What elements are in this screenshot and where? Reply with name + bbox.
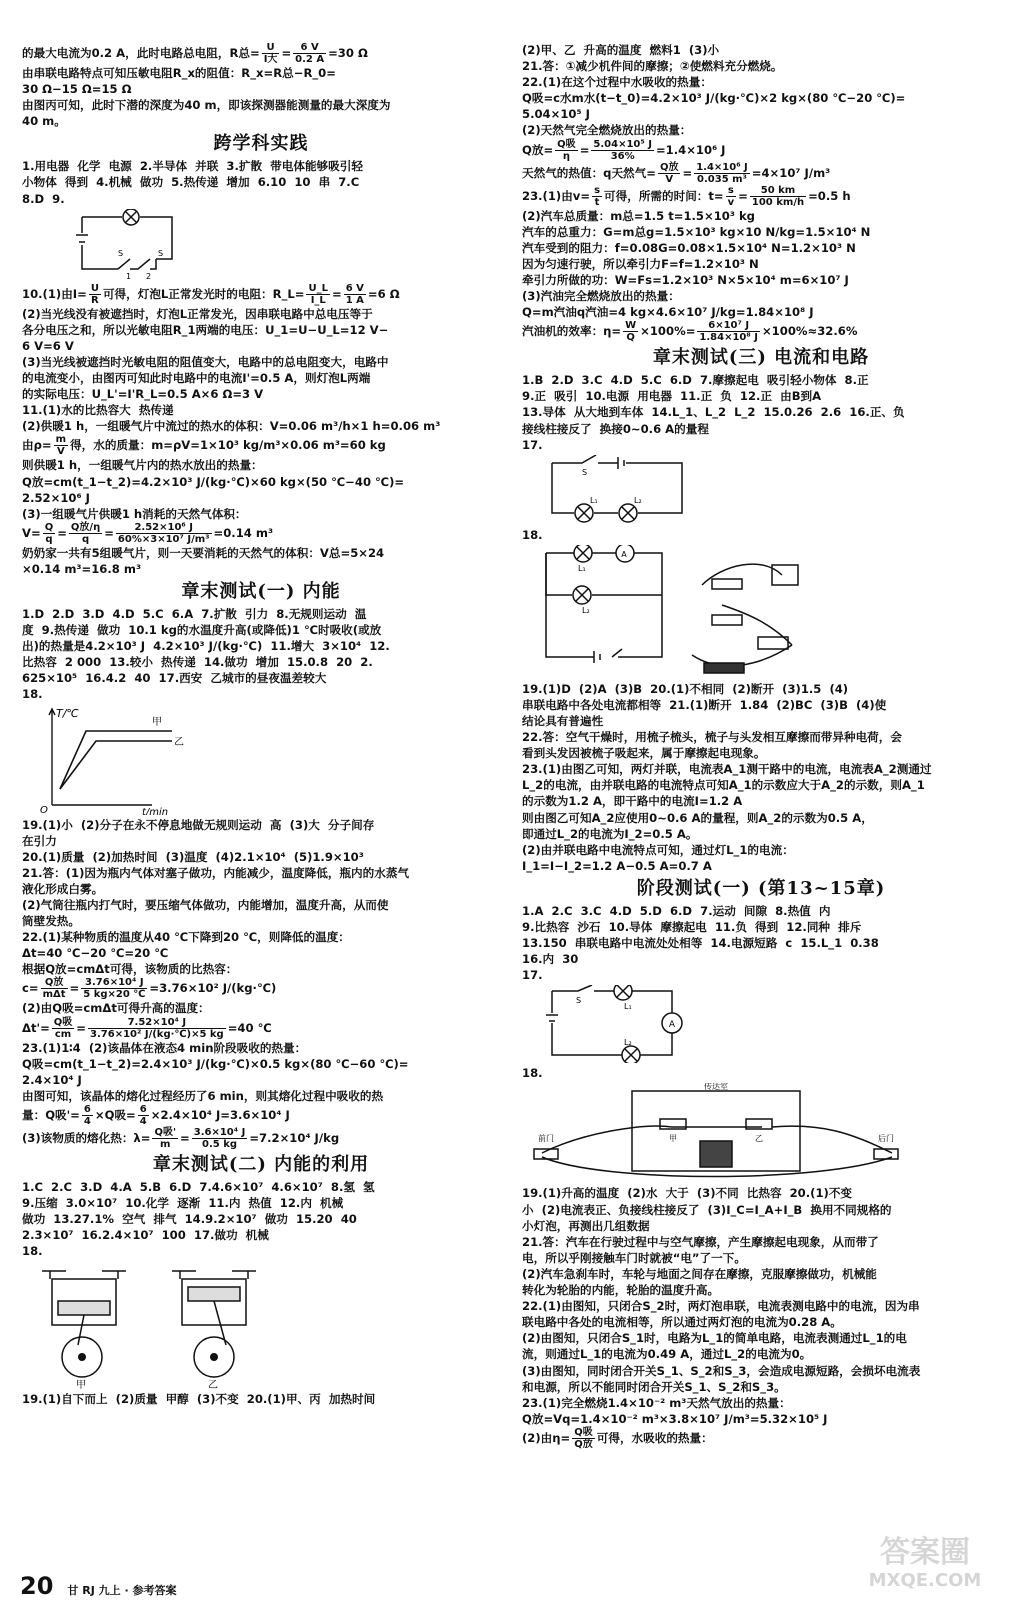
text-line: 17. — [522, 968, 543, 983]
label-back-door: 后门 — [878, 1134, 894, 1144]
text-line: 1.B 2.D 3.C 4.D 5.C 6.D 7.摩擦起电 吸引轻小物体 8.正 — [522, 373, 869, 388]
text-line: 8.D 9. — [22, 191, 65, 206]
text-line: 做功 13.27.1% 空气 排气 14.9.2×10⁷ 做功 15.20 40 — [22, 1212, 357, 1227]
svg-text:L₁: L₁ — [590, 495, 598, 505]
text-line: 18. — [522, 1066, 543, 1081]
label-room: 传达室 — [704, 1083, 728, 1092]
text-line: 汽油机的效率：η= $\frac{W}{Q}$ ×100%= $\frac{\text{6×10⁷ J}}{\text{1.84×10⁸ J}}$ ×100%≈32.6% — [522, 320, 858, 344]
text-line: 串联电路中各处电流都相等 21.(1)断开 1.84 (2)BC (3)B (4)使 — [522, 697, 887, 712]
doorbell-circuit-diagram — [522, 1083, 922, 1183]
text-line: 23.(1)由v= $\frac{s}{t}$ 可得，所需的时间：t= $\frac{s}{v}$ = $\frac{50 km}{100 km/h}$ =0.5 h — [522, 184, 851, 208]
svg-text:1: 1 — [126, 271, 132, 281]
text-line: 接线柱接反了 换接0~0.6 A的量程 — [522, 421, 709, 436]
text-line: (2)天然气完全燃烧放出的热量： — [522, 123, 692, 138]
svg-text:L₂: L₂ — [624, 1038, 632, 1048]
text-line: 21.答：①减少机件间的摩擦；②使燃料充分燃烧。 — [522, 59, 783, 74]
text-line: 量：Q吸'= $\frac{6}{4}$ ×Q吸= $\frac{6}{4}$ ×2.4×10⁴ J=3.6×10⁴ J — [22, 1103, 290, 1127]
label-bell-yi: 乙 — [755, 1134, 763, 1144]
text-line: 2.4×10⁴ J — [22, 1072, 82, 1087]
text-line: 由串联电路特点可知压敏电阻R_x的阻值：R_x=R总−R_0= — [22, 66, 336, 80]
text-line: 17. — [522, 437, 543, 452]
text-line: c= $\frac{\text{Q放}}{\text{mΔt}}$ = $\frac{\text{3.76×10⁴ J}}{5 kg\times 20 ℃}$ =3.76×10² J/(kg·℃) — [22, 977, 277, 1001]
text-line: 2.3×10⁷ 16.2.4×10⁷ 100 17.做功 机械 — [22, 1228, 269, 1243]
text-line: 20.(1)质量 (2)加热时间 (3)温度 (4)2.1×10⁴ (5)1.9×10³ — [22, 849, 364, 864]
text-line: 的实际电压：U_L'=I'R_L=0.5 A×6 Ω=3 V — [22, 387, 264, 402]
text-line: 由图可知，该晶体的熔化过程经历了6 min，则其熔化过程中吸收的热 — [22, 1088, 384, 1103]
text-line: 由ρ= $\frac{m}{V}$ 得，水的质量：m=ρV=1×10³ kg/m³×0.06 m³=60 kg — [22, 434, 386, 458]
text-line: 23.(1)1∶4 (2)该晶体在液态4 min阶段吸收的热量： — [22, 1040, 307, 1055]
text-line: Q放= $\frac{\text{Q吸}}{\eta}$ = $\frac{\text{5.04×10⁵ J}}{36\%}$ =1.4×10⁶ J — [522, 138, 726, 162]
svg-text:S: S — [118, 248, 124, 258]
text-line: 比热容 2 000 13.较小 热传递 14.做功 增加 15.0.8 20 2. — [22, 655, 373, 670]
text-line: V= $\frac{Q}{q}$ = $\frac{\text{Q放/η}}{q}$ = $\frac{\text{2.52×10⁶ J}}{\text{60\%×3×10⁷ J/m³}}$ =0.14 m³ — [22, 521, 274, 545]
text-line: 和电源，所以不能同时闭合开关S_1、S_2和S_3。 — [522, 1379, 786, 1394]
watermark-url: MXQE.COM — [868, 1570, 982, 1591]
text-line: (2)甲、乙 升高的温度 燃料1 (3)小 — [522, 43, 720, 57]
text-line: 小物体 得到 4.机械 做功 5.热传递 增加 6.10 10 串 7.C — [22, 175, 360, 190]
text-line: 汽车的总重力：G=m总g=1.5×10³ kg×10 N/kg=1.5×10⁴ N — [522, 224, 871, 239]
text-line: Q放=Vq=1.4×10⁻² m³×3.8×10⁷ J/m³=5.32×10⁵ J — [522, 1411, 828, 1426]
text-line: (2)当光线没有被遮挡时，灯泡L正常发光，因串联电路中总电压等于 — [22, 306, 373, 321]
circuit-diagram-17 — [522, 455, 722, 525]
text-line: 19.(1)小 (2)分子在永不停息地做无规则运动 高 (3)大 分子间存 — [22, 817, 375, 832]
text-line: (2)由图知，只闭合S_1时，电路为L_1的简单电路，电流表测通过L_1的电 — [522, 1331, 907, 1346]
text-line: 则供暖1 h，一组暖气片内的热水放出的热量： — [22, 458, 263, 473]
text-line: Q吸=cm(t_1−t_2)=2.4×10³ J/(kg·℃)×0.5 kg×(80 ℃−60 ℃)= — [22, 1056, 409, 1071]
text-line: 6 V=6 V — [22, 338, 74, 353]
text-line: 1.用电器 化学 电源 2.半导体 并联 3.扩散 带电体能够吸引轻 — [22, 159, 363, 174]
graph-series-yi: 乙 — [174, 736, 184, 748]
text-line: (2)由η= $\frac{\text{Q吸}}{\text{Q放}}$ 可得，水吸收的热量： — [522, 1426, 713, 1450]
svg-text:S: S — [582, 467, 588, 477]
text-line: 的电流变小，由图丙可知此时电路中的电流I'=0.5 A，则灯泡L两端 — [22, 371, 371, 386]
text-line: 出)的热量是4.2×10³ J 4.2×10³ J/(kg·℃) 11.增大 3×10⁴ 12. — [22, 639, 390, 654]
section-title: 阶段测试(一) (第13~15章) — [636, 877, 886, 899]
svg-text:L₂: L₂ — [582, 605, 590, 615]
text-line: 转化为轮胎的内能，轮胎的温度升高。 — [522, 1283, 720, 1298]
text-line: 联电路中各处的电流相等，所以通过两灯泡的电流为0.28 A。 — [522, 1315, 842, 1330]
right-column — [522, 42, 1000, 1450]
section-title: 跨学科实践 — [213, 133, 309, 155]
text-line: 9.比热容 沙石 10.导体 摩擦起电 11.负 得到 12.同种 排斥 — [522, 920, 862, 934]
text-line: 1.C 2.C 3.D 4.A 5.B 6.D 7.4.6×10⁷ 4.6×10⁷ 8.氢 氢 — [22, 1179, 375, 1194]
text-line: (2)汽车总质量：m总=1.5 t=1.5×10³ kg — [522, 208, 755, 223]
text-line: 9.正 吸引 10.电源 用电器 11.正 负 12.正 由B到A — [522, 389, 822, 404]
watermark-logo-icon — [840, 1528, 1010, 1592]
text-line: Q吸=c水m水(t−t_0)=4.2×10³ J/(kg·℃)×2 kg×(80 ℃−20 ℃)= — [522, 91, 906, 106]
text-line: 奶奶家一共有5组暖气片，则一天要消耗的天然气的体积：V总=5×24 — [22, 545, 385, 560]
text-line: (2)由Q吸=cmΔt可得升高的温度： — [22, 1001, 210, 1016]
text-line: 22.(1)某种物质的温度从40 ℃下降到20 ℃，则降低的温度： — [22, 930, 350, 945]
text-line: 在引力 — [22, 833, 57, 848]
svg-text:2: 2 — [146, 271, 152, 281]
text-line: 小 (2)电流表正、负接线柱接反了 (3)I_C=I_A+I_B 换用不同规格的 — [522, 1202, 892, 1217]
watermark-text: 答案圈 — [880, 1535, 970, 1570]
text-line: 1.D 2.D 3.D 4.D 5.C 6.A 7.扩散 引力 8.无规则运动 温 — [22, 606, 367, 621]
text-line: 21.答：汽车在行驶过程中与空气摩擦，产生摩擦起电现象，从而带了 — [522, 1234, 879, 1249]
engine-label-yi: 乙 — [208, 1380, 218, 1390]
text-line: Δt'= $\frac{\text{Q吸}}{cm}$ = $\frac{\text{7.52×10⁴ J}}{\text{3.76×10² J/(kg·℃)×5 kg}}$ =40 ℃ — [22, 1016, 272, 1040]
text-line: 23.(1)完全燃烧1.4×10⁻² m³天然气放出的热量： — [522, 1395, 791, 1410]
footer-text: 甘 RJ 九上 · 参考答案 — [67, 1584, 177, 1597]
text-line: Q放=cm(t_1−t_2)=4.2×10³ J/(kg·℃)×60 kg×(50 ℃−40 ℃)= — [22, 474, 405, 489]
text-line: Δt=40 ℃−20 ℃=20 ℃ — [22, 946, 169, 961]
text-line: 22.答：空气干燥时，用梳子梳头，梳子与头发相互摩擦而带异种电荷，会 — [522, 730, 902, 745]
text-line: 11.(1)水的比热容大 热传递 — [22, 403, 174, 418]
text-line: 13.导体 从大地到车体 14.L_1、L_2 L_2 15.0.26 2.6 16.正、负 — [522, 405, 905, 420]
text-line: ×0.14 m³=16.8 m³ — [22, 561, 142, 576]
svg-text:A: A — [668, 1020, 676, 1031]
text-line: (2)供暖1 h，一组暖气片中流过的热水的体积：V=0.06 m³/h×1 h=0.06 m³ — [22, 419, 441, 434]
text-line: 液化形成白雾。 — [22, 881, 104, 896]
text-line: 19.(1)D (2)A (3)B 20.(1)不相同 (2)断开 (3)1.5 (4) — [522, 681, 849, 696]
circuit-diagram-18 — [522, 545, 822, 679]
text-line: 流，则通过L_1的电流为0.49 A，通过L_2的电流为0。 — [522, 1347, 812, 1362]
text-line: (2)由并联电路中电流特点可知，通过灯L_1的电流： — [522, 842, 794, 857]
text-line: 13.150 串联电路中电流处处相等 14.电源短路 c 15.L_1 0.38 — [522, 936, 879, 951]
text-line: 18. — [22, 687, 43, 702]
text-line: 即通过L_2的电流为I_2=0.5 A。 — [522, 826, 698, 841]
text-line: 筒壁发热。 — [22, 914, 80, 929]
text-line: 电，所以乎刚接触车门时就被“电”了一下。 — [522, 1250, 746, 1265]
svg-text:L₁: L₁ — [578, 563, 586, 573]
text-line: 10.(1)由I= $\frac{U}{R}$ 可得，灯泡L正常发光时的电阻：R_L= $\frac{U\_L}{I\_L}$ = $\frac{6 V}{1 A}$ =6 Ω — [22, 282, 400, 306]
graph-origin: O — [40, 804, 48, 815]
graph-series-jia: 甲 — [152, 716, 162, 728]
text-line: (3)汽油完全燃烧放出的热量： — [522, 289, 680, 304]
text-line: 21.答：(1)因为瓶内气体对塞子做功，内能减少，温度降低，瓶内的水蒸气 — [22, 865, 410, 880]
graph-y-label: T/℃ — [56, 706, 79, 720]
text-line: 625×10⁵ 16.4.2 40 17.西安 乙城市的昼夜温差较大 — [22, 671, 327, 686]
text-line: 小灯泡，再测出几组数据 — [522, 1218, 650, 1233]
svg-text:S: S — [158, 248, 164, 258]
svg-text:A: A — [621, 549, 627, 559]
text-line: 18. — [22, 1244, 43, 1259]
text-line: 根据Q放=cmΔt可得，该物质的比热容： — [22, 962, 238, 977]
text-line: 的最大电流为0.2 A，此时电路总电阻，R总= $\frac{U}{\text{I大}}$ = $\frac{6 V}{0.2 A}$ =30 Ω — [22, 42, 368, 65]
text-line: 9.压缩 3.0×10⁷ 10.化学 逐渐 11.内 热值 12.内 机械 — [22, 1196, 344, 1211]
temperature-time-graph — [22, 705, 222, 815]
section-title: 章末测试(一) 内能 — [181, 580, 341, 602]
text-line: 看到头发因被梳子吸起来，属于摩擦起电现象。 — [522, 746, 766, 761]
engine-stroke-diagram — [22, 1261, 282, 1389]
text-line: 2.52×10⁶ J — [22, 490, 90, 505]
text-line: L_2的电流，由并联电路的电流特点可知A_1的示数应大于A_2的示数，则A_1 — [522, 778, 925, 793]
text-line: 16.内 30 — [522, 952, 579, 967]
circuit-diagram-9 — [22, 209, 202, 281]
text-line: (3)一组暖气片供暖1 h消耗的天然气体积： — [22, 506, 247, 521]
label-front-door: 前门 — [538, 1134, 554, 1144]
text-line: 天然气的热值：q天然气= $\frac{\text{Q放}}{V}$ = $\frac{\text{1.4×10⁶ J}}{\text{0.035 m³}}$ =4×10⁷ J/m³ — [522, 161, 831, 185]
engine-label-jia: 甲 — [76, 1380, 86, 1390]
text-line: 1.A 2.C 3.C 4.D 5.D 6.D 7.运动 间隙 8.热值 内 — [522, 903, 831, 918]
page-footer — [20, 1572, 176, 1600]
page-number: 20 — [20, 1572, 54, 1600]
text-line: (3)当光线被遮挡时光敏电阻的阻值变大，电路中的总电阻变大，电路中 — [22, 354, 389, 369]
text-line: 30 Ω−15 Ω=15 Ω — [22, 82, 132, 97]
svg-text:L₂: L₂ — [634, 495, 642, 505]
svg-text:L₁: L₁ — [624, 1002, 632, 1012]
label-bell-jia: 甲 — [669, 1134, 677, 1144]
left-column — [22, 42, 500, 1408]
text-line: 18. — [522, 527, 543, 542]
text-line: 40 m。 — [22, 114, 66, 129]
text-line: 度 9.热传递 做功 10.1 kg的水温度升高(或降低)1 ℃时吸收(或放 — [22, 623, 382, 638]
text-line: 19.(1)升高的温度 (2)水 大于 (3)不同 比热容 20.(1)不变 — [522, 1186, 853, 1201]
text-line: I_1=I−I_2=1.2 A−0.5 A=0.7 A — [522, 858, 712, 873]
text-line: 5.04×10⁵ J — [522, 107, 590, 122]
text-line: 各分电压之和，所以光敏电阻R_1两端的电压：U_1=U−U_L=12 V− — [22, 322, 389, 337]
section-title: 章末测试(二) 内能的利用 — [152, 1153, 370, 1175]
text-line: Q=m汽油q汽油=4 kg×4.6×10⁷ J/kg=1.84×10⁸ J — [522, 305, 814, 320]
text-line: (2)汽车急刹车时，车轮与地面之间存在摩擦，克服摩擦做功，机械能 — [522, 1266, 877, 1281]
text-line: (3)由图知，同时闭合开关S_1、S_2和S_3，会造成电源短路，会损坏电流表 — [522, 1363, 921, 1378]
text-line: 则由图乙可知A_2应使用0~0.6 A的量程，则A_2的示数为0.5 A， — [522, 810, 873, 825]
text-line: 的示数为1.2 A，即干路中的电流I=1.2 A — [522, 794, 743, 809]
text-line: 19.(1)自下而上 (2)质量 甲醇 (3)不变 20.(1)甲、丙 加热时间 — [22, 1392, 376, 1407]
text-line: 结论具有普遍性 — [522, 713, 604, 728]
text-line: 23.(1)由图乙可知，两灯并联，电流表A_1测干路中的电流，电流表A_2测通过 — [522, 762, 932, 777]
text-line: 由图丙可知，此时下潜的深度为40 m，即该探测器能测量的最大深度为 — [22, 98, 391, 113]
text-line: (2)气筒往瓶内打气时，要压缩气体做功，内能增加，温度升高，从而使 — [22, 898, 389, 912]
text-line: 因为匀速行驶，所以牵引力F=f=1.2×10³ N — [522, 256, 759, 271]
svg-text:S: S — [576, 996, 582, 1006]
text-line: 22.(1)由图知，只闭合S_2时，两灯泡串联，电流表测电路中的电流，因为串 — [522, 1299, 920, 1314]
text-line: 牵引力所做的功：W=Fs=1.2×10³ N×5×10⁴ m=6×10⁷ J — [522, 272, 849, 287]
text-line: 22.(1)在这个过程中水吸收的热量： — [522, 75, 712, 90]
circuit-diagram-17b — [522, 985, 722, 1063]
text-line: 汽车受到的阻力：f=0.08G=0.08×1.5×10⁴ N=1.2×10³ N — [522, 240, 856, 255]
graph-x-label: t/min — [142, 806, 169, 815]
section-title: 章末测试(三) 电流和电路 — [652, 347, 870, 369]
text-line: (3)该物质的熔化热：λ= $\frac{\text{Q吸'}}{m}$ = $\frac{\text{3.6×10⁴ J}}{0.5 kg}$ =7.2×10⁴ J/kg — [22, 1126, 340, 1150]
